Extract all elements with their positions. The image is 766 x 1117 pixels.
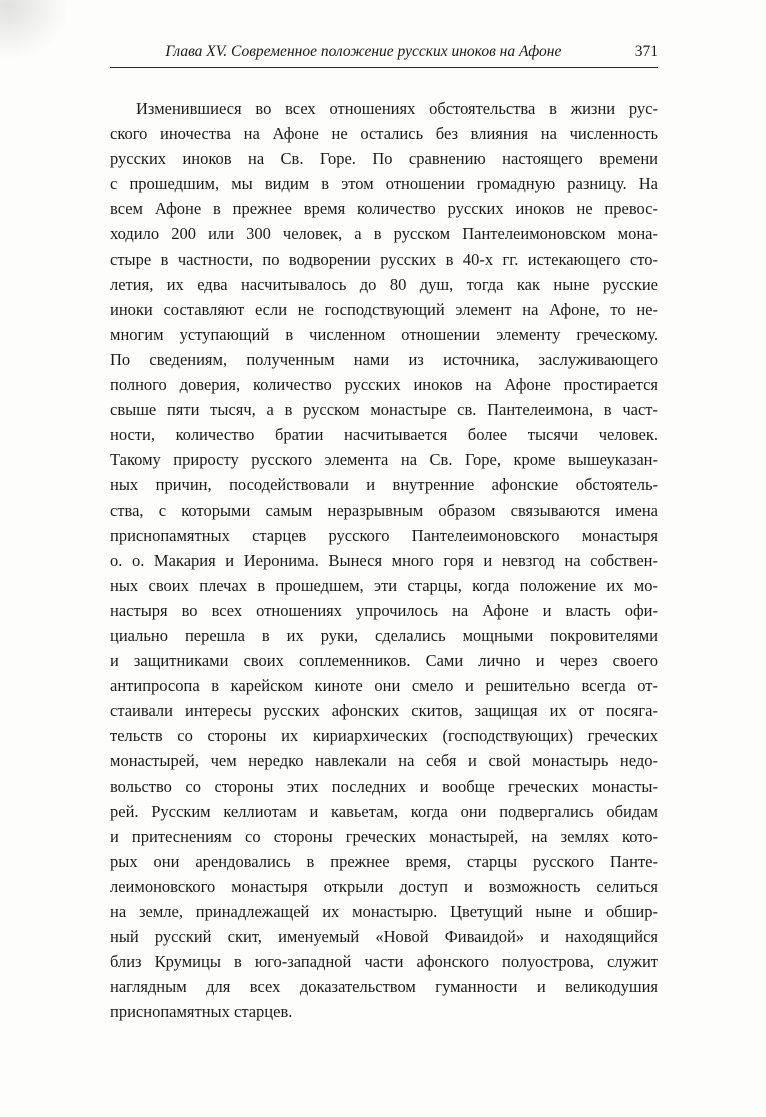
text-line: настыря во всех отношениях упрочилось на Афоне и власть офи- bbox=[110, 600, 658, 620]
text-line: русских иноков на Св. Горе. По сравнению настоящего времени bbox=[110, 149, 658, 169]
text-line: всем Афоне в прежнее время количество русских иноков не превос- bbox=[110, 199, 658, 219]
text-line: монастырей, чем нередко навлекали на себя и свой монастырь недо- bbox=[110, 751, 658, 771]
text-line: ства, с которыми самым неразрывным образом связываются имена bbox=[110, 500, 658, 520]
text-line: ходило 200 или 300 человек, а в русском Пантелеимоновском мона- bbox=[110, 224, 658, 244]
text-line: стаивали интересы русских афонских скитов, защищая их от посяга- bbox=[110, 701, 658, 721]
text-line: стыре в частности, по водворении русских в 40-х гг. истекающего сто- bbox=[110, 249, 658, 269]
text-line: ского иночества на Афоне не остались без влияния на численность bbox=[110, 124, 658, 144]
text-line: Такому приросту русского элемента на Св. Горе, кроме вышеуказан- bbox=[110, 450, 658, 470]
text-line: По сведениям, полученным нами из источника, заслуживающего bbox=[110, 349, 658, 369]
text-line: ных причин, посодействовали и внутренние афонские обстоятель- bbox=[110, 475, 658, 495]
text-line: близ Крумицы в юго-западной части афонского полуострова, служит bbox=[110, 952, 658, 972]
text-line: рых они арендовались в прежнее время, старцы русского Панте- bbox=[110, 851, 658, 871]
text-line: леимоновского монастыря открыли доступ и возможность селиться bbox=[110, 876, 658, 896]
text-line: и притеснениям со стороны греческих монастырей, на землях кото- bbox=[110, 826, 658, 846]
text-line: полного доверия, количество русских иноков на Афоне простирается bbox=[110, 375, 658, 395]
text-line: приснопамятных старцев русского Пантелеимоновского монастыря bbox=[110, 525, 658, 545]
text-line: циально перешла в их руки, сделались мощными покровителями bbox=[110, 625, 658, 645]
chapter-title: Глава XV. Современное положение русских иноков на Афоне bbox=[165, 43, 562, 60]
text-line: ных своих плечах в прошедшем, эти старцы, когда положение их мо- bbox=[110, 575, 658, 595]
text-line: с прошедшим, мы видим в этом отношении громадную разницу. На bbox=[110, 174, 658, 194]
text-line: рей. Русским келлиотам и кавьетам, когда они подвергались обидам bbox=[110, 801, 658, 821]
header-rule bbox=[110, 67, 658, 68]
text-line: наглядным для всех доказательством гуманности и великодушия bbox=[110, 977, 658, 997]
text-line: на земле, принадлежащей их монастырю. Цветущий ныне и обшир- bbox=[110, 902, 658, 921]
text-line: иноки составляют если не господствующий элемент на Афоне, то не- bbox=[110, 299, 658, 319]
text-line: свыше пяти тысяч, а в русском монастыре св. Пантелеимона, в част- bbox=[110, 400, 658, 420]
text-line: вольство со стороны этих последних и вообще греческих монасты- bbox=[110, 776, 658, 796]
text-line: Изменившиеся во всех отношениях обстоятельства в жизни рус- bbox=[136, 99, 658, 118]
running-header bbox=[110, 42, 658, 62]
text-line: летия, их едва насчитывалось до 80 душ, тогда как ныне русские bbox=[110, 274, 658, 294]
text-line: приснопамятных старцев. bbox=[110, 1002, 293, 1022]
text-line: тельств со стороны их кириархических (господствующих) греческих bbox=[110, 726, 658, 746]
body-paragraph bbox=[110, 96, 658, 1024]
text-line: многим уступающий в численном отношении элементу греческому. bbox=[110, 324, 658, 344]
text-line: ный русский скит, именуемый «Новой Фиваидой» и находящийся bbox=[110, 927, 658, 947]
text-line: о. о. Макария и Иеронима. Вынеся много горя и невзгод на собствен- bbox=[110, 550, 658, 570]
text-line: и защитниками своих соплеменников. Сами лично и через своего bbox=[110, 651, 658, 671]
text-line: ности, количество братии насчитывается более тысячи человек. bbox=[110, 425, 658, 445]
page-number: 371 bbox=[634, 43, 658, 60]
text-line: антипросопа в карейском киноте они смело и решительно всегда от- bbox=[110, 676, 658, 696]
scan-artifact bbox=[0, 0, 70, 60]
